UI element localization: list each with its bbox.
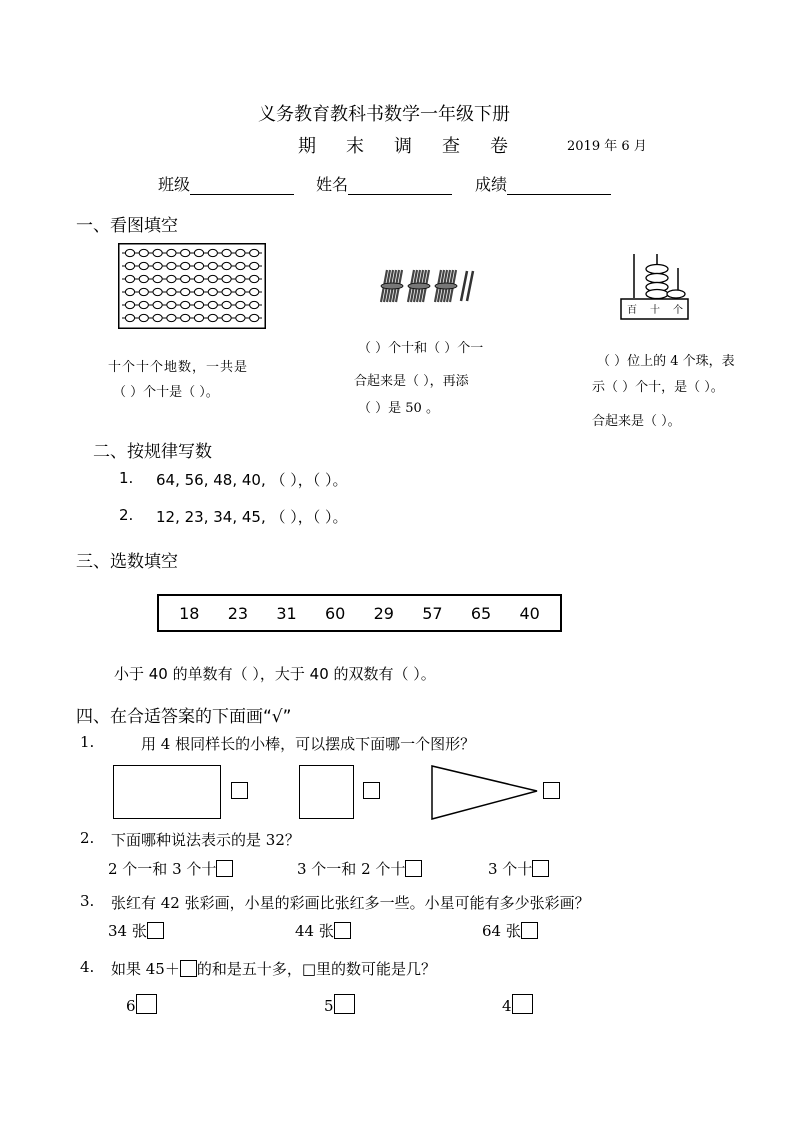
- bead: [250, 314, 259, 321]
- s4-q2-option-2: [297, 858, 422, 879]
- q2-line2: 合起来是（ ），再添: [354, 374, 469, 389]
- q4-inline-blank[interactable]: [180, 960, 197, 977]
- section2-heading: 二、按规律写数: [93, 442, 212, 462]
- q3-line2: 示（ ）个十，是（ ）。: [592, 380, 724, 395]
- bead: [194, 262, 203, 269]
- s4-q2-number: 2.: [80, 829, 95, 847]
- number-choice-box: [157, 594, 562, 632]
- score-blank[interactable]: [507, 178, 611, 195]
- class-label: 班级: [158, 175, 191, 194]
- choice-number: 29: [373, 603, 394, 623]
- choice-number: 18: [179, 603, 200, 623]
- bead: [208, 288, 217, 295]
- stick-bundle: [408, 270, 430, 302]
- choice-number: 65: [470, 603, 492, 623]
- name-field[interactable]: [316, 172, 452, 195]
- bead: [181, 275, 190, 282]
- choice-number: 60: [325, 603, 346, 623]
- stick-bundle: [381, 270, 403, 302]
- abacus-label-hundreds: 百: [627, 305, 637, 316]
- section4-heading: 四、在合适答案的下面画“√”: [76, 707, 292, 727]
- bead: [139, 314, 148, 321]
- bead: [194, 249, 203, 256]
- s4-q3-option-1: [108, 920, 164, 941]
- bead: [139, 301, 148, 308]
- s4-q2-option-3: [488, 858, 549, 879]
- bead: [194, 314, 203, 321]
- section1-heading: 一、看图填空: [76, 216, 178, 236]
- option-label: 6: [126, 997, 136, 1015]
- section3-heading: 三、选数填空: [76, 552, 178, 572]
- bead: [222, 249, 231, 256]
- stick-bundles-figure: [377, 268, 477, 304]
- name-label: 姓名: [316, 175, 349, 194]
- s4-q1-text: 用 4 根同样长的小棒，可以摆成下面哪一个图形？: [141, 735, 476, 753]
- bead: [153, 314, 162, 321]
- option-label: 44 张: [295, 922, 334, 940]
- bead: [208, 301, 217, 308]
- bead: [125, 301, 134, 308]
- option-checkbox[interactable]: [334, 922, 351, 939]
- s4-q4-option-2: [324, 994, 355, 1015]
- bead: [181, 301, 190, 308]
- bead: [222, 314, 231, 321]
- option-checkbox[interactable]: [216, 860, 233, 877]
- bead: [222, 288, 231, 295]
- bead: [250, 288, 259, 295]
- q1-line2: （ ）个十是（ ）。: [113, 385, 219, 400]
- bead: [153, 262, 162, 269]
- bead: [139, 288, 148, 295]
- abacus-label-tens: 十: [650, 305, 660, 316]
- option-checkbox[interactable]: [521, 922, 538, 939]
- q3-line1: （ ）位上的 4 个珠，表: [597, 354, 735, 369]
- bead: [208, 262, 217, 269]
- bead: [153, 275, 162, 282]
- bead: [167, 288, 176, 295]
- s4-q2-text: 下面哪种说法表示的是 32？: [111, 831, 300, 849]
- q4-text-part-a: 如果 45＋: [111, 960, 180, 978]
- s4-q4-option-3: [502, 994, 533, 1015]
- section3-question: 小于 40 的单数有（ ），大于 40 的双数有（ ）。: [114, 665, 436, 683]
- bead: [236, 249, 245, 256]
- sequence-1-text: 64, 56, 48, 40, （ ），（ ）。: [156, 471, 348, 489]
- bead: [236, 314, 245, 321]
- bead: [125, 288, 134, 295]
- bead: [167, 275, 176, 282]
- bead: [222, 262, 231, 269]
- bead: [236, 262, 245, 269]
- s4-q2-option-1: [108, 858, 233, 879]
- bead: [125, 275, 134, 282]
- choice-number: 23: [227, 603, 249, 623]
- bead: [250, 275, 259, 282]
- rectangle-checkbox[interactable]: [231, 782, 248, 799]
- abacus-figure: [618, 252, 692, 322]
- option-label: 2 个一和 3 个十: [108, 860, 217, 878]
- bead: [250, 249, 259, 256]
- choice-number: 40: [519, 603, 540, 623]
- bead: [181, 314, 190, 321]
- bead: [222, 301, 231, 308]
- option-label: 5: [324, 997, 334, 1015]
- square-shape: [299, 765, 354, 819]
- option-label: 3 个十: [488, 860, 533, 878]
- option-label: 64 张: [482, 922, 521, 940]
- bead: [153, 288, 162, 295]
- stick-bundle: [435, 270, 457, 302]
- score-label: 成绩: [475, 175, 508, 194]
- q2-line1: （ ）个十和（ ）个一: [358, 341, 484, 356]
- option-label: 34 张: [108, 922, 147, 940]
- name-blank[interactable]: [348, 178, 452, 195]
- bead: [139, 249, 148, 256]
- bead: [250, 262, 259, 269]
- bead: [167, 301, 176, 308]
- bead: [167, 314, 176, 321]
- option-label: 3 个一和 2 个十: [297, 860, 406, 878]
- bead: [139, 275, 148, 282]
- s4-q4-option-1: [126, 994, 157, 1015]
- bead: [125, 314, 134, 321]
- q2-line3: （ ）是 50 。: [358, 401, 439, 416]
- rectangle-shape: [113, 765, 221, 819]
- choice-number: 57: [422, 603, 443, 623]
- s4-q3-option-2: [295, 920, 351, 941]
- option-checkbox[interactable]: [532, 860, 549, 877]
- bead: [153, 301, 162, 308]
- sequence-2-text: 12, 23, 34, 45, （ ），（ ）。: [156, 508, 348, 526]
- choice-number: 31: [276, 603, 297, 623]
- option-checkbox[interactable]: [405, 860, 422, 877]
- exam-title: 期末调查卷: [298, 136, 538, 157]
- s4-q3-option-3: [482, 920, 538, 941]
- bead: [236, 275, 245, 282]
- exam-date: 2019 年 6 月: [567, 139, 647, 154]
- triangle-shape: [431, 765, 541, 820]
- option-checkbox[interactable]: [334, 994, 355, 1014]
- bead: [181, 249, 190, 256]
- option-checkbox[interactable]: [136, 994, 157, 1014]
- bead: [167, 262, 176, 269]
- bead: [181, 288, 190, 295]
- bead: [194, 275, 203, 282]
- bead: [125, 249, 134, 256]
- sequence-2-number: 2.: [119, 506, 134, 524]
- bead: [125, 262, 134, 269]
- sequence-1-number: 1.: [119, 469, 134, 487]
- bead: [208, 275, 217, 282]
- square-checkbox[interactable]: [363, 782, 380, 799]
- score-field[interactable]: [475, 172, 611, 195]
- doc-title: 义务教育教科书数学一年级下册: [258, 104, 510, 125]
- q3-line3: 合起来是（ ）。: [592, 414, 681, 429]
- option-checkbox[interactable]: [512, 994, 533, 1014]
- s4-q3-text: 张红有 42 张彩画，小星的彩画比张红多一些。小星可能有多少张彩画？: [111, 894, 590, 912]
- bead: [194, 288, 203, 295]
- option-checkbox[interactable]: [147, 922, 164, 939]
- triangle-checkbox[interactable]: [543, 782, 560, 799]
- s4-q4-text: [111, 958, 436, 979]
- abacus-label-ones: 个: [673, 305, 683, 316]
- bead: [139, 262, 148, 269]
- s4-q1-number: 1.: [80, 733, 95, 751]
- bead: [208, 314, 217, 321]
- bead-grid-figure: [118, 243, 266, 329]
- bead: [181, 262, 190, 269]
- q4-text-part-b: 的和是五十多，□里的数可能是几？: [196, 960, 437, 978]
- bead: [236, 301, 245, 308]
- s4-q3-number: 3.: [80, 892, 95, 910]
- bead: [222, 275, 231, 282]
- bead: [153, 249, 162, 256]
- bead: [194, 301, 203, 308]
- bead: [236, 288, 245, 295]
- option-label: 4: [502, 997, 512, 1015]
- bead: [250, 301, 259, 308]
- bead: [208, 249, 217, 256]
- bead: [167, 249, 176, 256]
- class-blank[interactable]: [190, 178, 294, 195]
- class-field[interactable]: [158, 172, 294, 195]
- q1-line1: 十个十个地数，一共是: [108, 360, 249, 375]
- s4-q4-number: 4.: [80, 958, 95, 976]
